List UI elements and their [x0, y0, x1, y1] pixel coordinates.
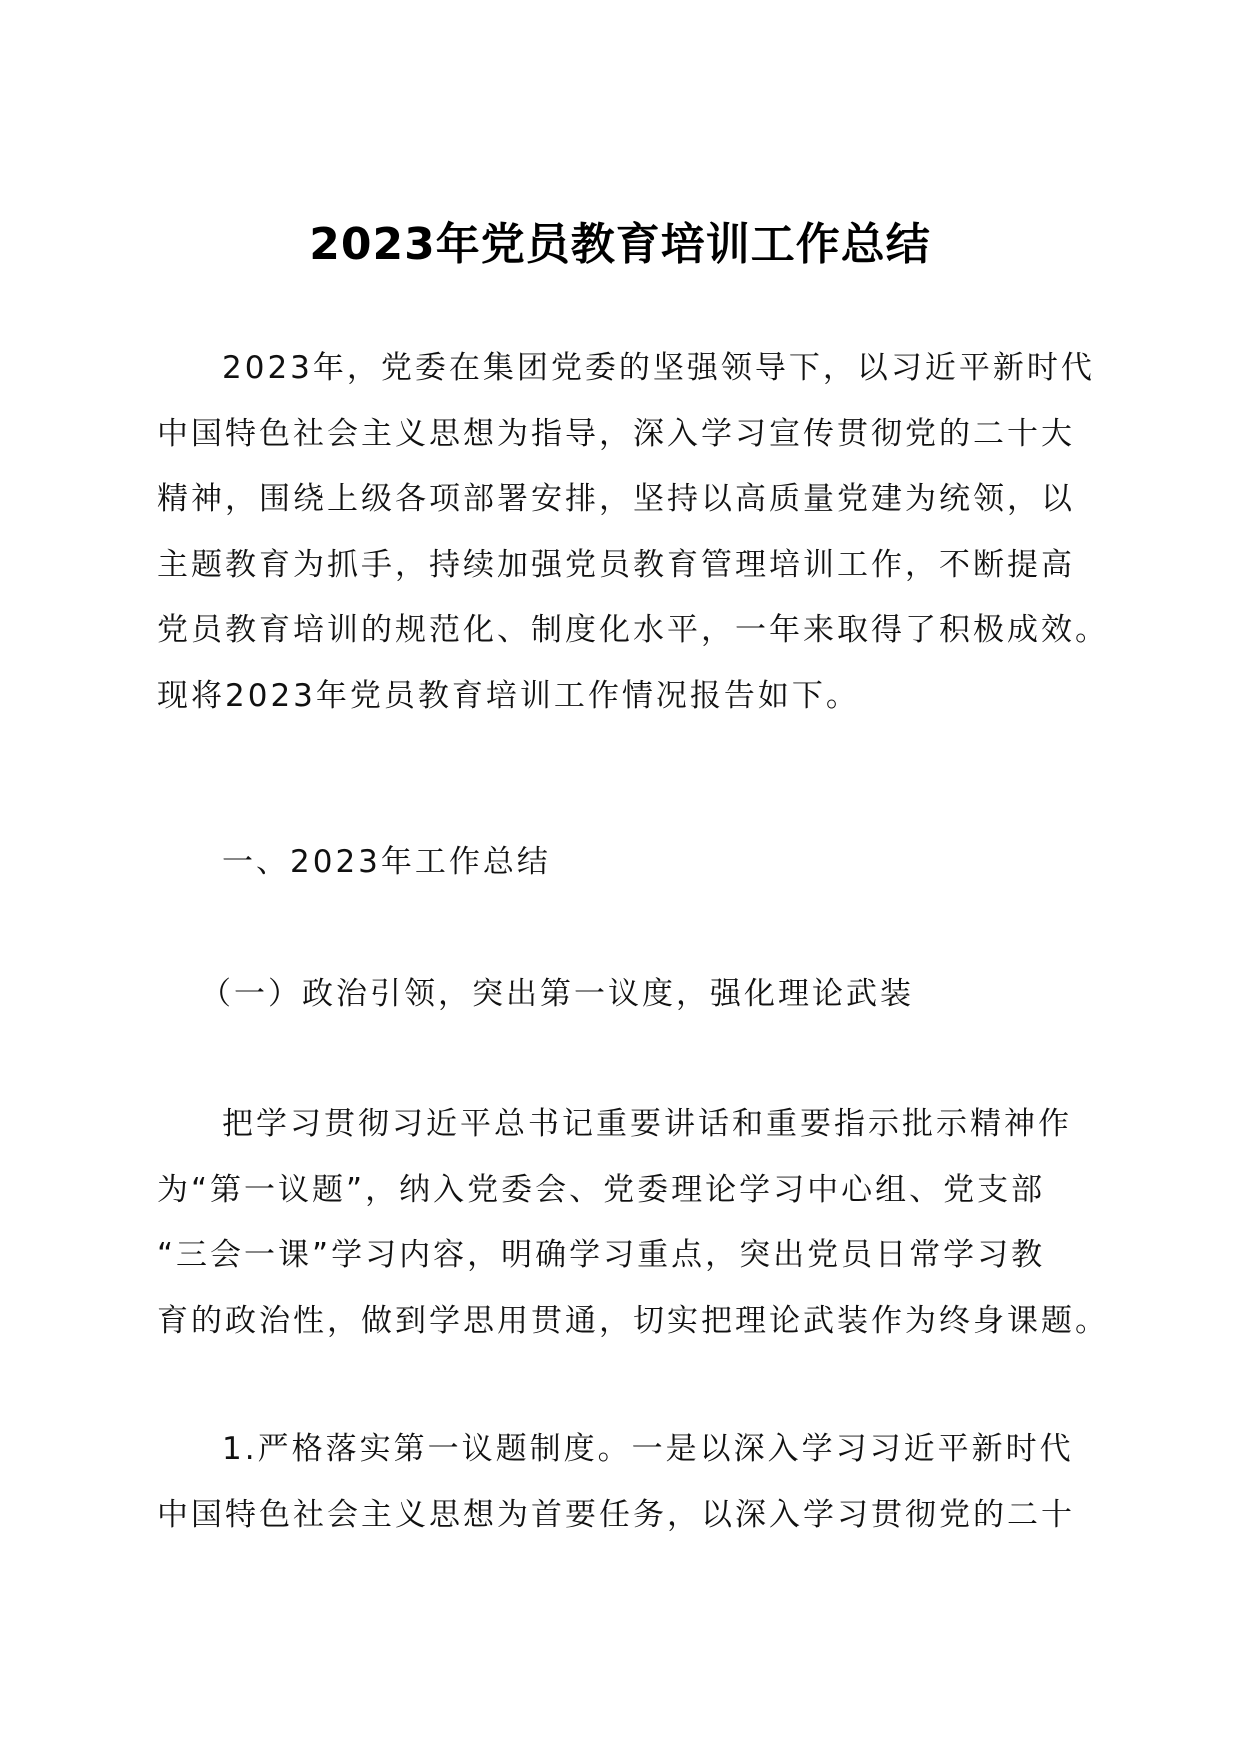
paragraph-line: 2023年，党委在集团党委的坚强领导下，以习近平新时代 [222, 350, 1095, 386]
document-title: 2023年党员教育培训工作总结 [309, 219, 931, 270]
paragraph-line: 主题教育为抓手，持续加强党员教育管理培训工作，不断提高 [157, 546, 1075, 583]
paragraph-line: 中国特色社会主义思想为首要任务，以深入学习贯彻党的二十 [157, 1496, 1075, 1533]
paragraph-line: 中国特色社会主义思想为指导，深入学习宣传贯彻党的二十大 [157, 415, 1075, 452]
paragraph-line: 精神，围绕上级各项部署安排，坚持以高质量党建为统领，以 [157, 481, 1075, 517]
intro-paragraph [157, 336, 1109, 729]
paragraph-line: 党员教育培训的规范化、制度化水平，一年来取得了积极成效。 [157, 612, 1109, 648]
section-heading: 一、2023年工作总结 [222, 844, 551, 880]
paragraph-line: 把学习贯彻习近平总书记重要讲话和重要指示批示精神作 [222, 1106, 1072, 1142]
body-paragraph [157, 1092, 1109, 1354]
paragraph-line: “三会一课”学习内容，明确学习重点，突出党员日常学习教 [157, 1237, 1046, 1273]
paragraph-line: 1.严格落实第一议题制度。一是以深入学习习近平新时代 [222, 1431, 1074, 1467]
paragraph-line: 现将2023年党员教育培训工作情况报告如下。 [157, 677, 860, 714]
subsection-heading: （一）政治引领，突出第一议度，强化理论武装 [200, 976, 914, 1012]
paragraph-line: 为“第一议题”，纳入党委会、党委理论学习中心组、党支部 [157, 1171, 1046, 1208]
item-paragraph [157, 1417, 1087, 1548]
paragraph-line: 育的政治性，做到学思用贯通，切实把理论武装作为终身课题。 [157, 1302, 1109, 1339]
